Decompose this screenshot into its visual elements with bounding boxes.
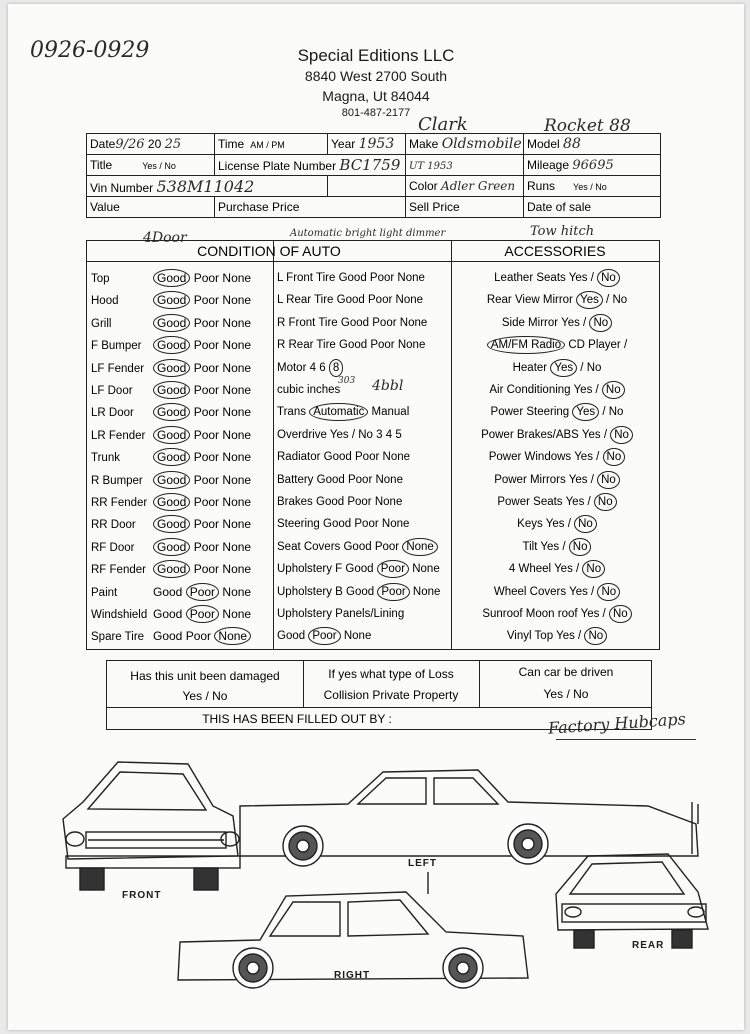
condition-option[interactable]: Yes / No (329, 428, 373, 441)
condition-item-label: RF Door (91, 541, 135, 554)
condition-row (277, 625, 449, 647)
loss-question: If yes what type of Loss (328, 667, 454, 681)
no-option[interactable]: No (574, 515, 597, 533)
condition-item-label: LF Fender (91, 362, 145, 375)
accessory-row: Power Steering Yes / No (455, 401, 659, 423)
loss-options[interactable]: Collision Private Property (323, 688, 459, 702)
none-option[interactable]: None (222, 450, 252, 465)
condition-row (91, 446, 271, 468)
condition-option[interactable]: Poor (355, 451, 380, 464)
accessory-row: AM/FM Radio CD Player / (455, 334, 659, 356)
accessory-row: Power Mirrors Yes / No (455, 469, 659, 491)
no-option[interactable]: No (608, 406, 624, 419)
accessory-row: Keys Yes / No (455, 513, 659, 535)
handwritten-barrel: 4bbl (372, 378, 404, 394)
condition-option[interactable]: None (412, 585, 441, 598)
condition-option[interactable]: None (381, 518, 410, 531)
good-option[interactable]: Good (153, 515, 190, 533)
condition-item-label: L Rear Tire (277, 294, 334, 307)
accessory-row: Side Mirror Yes / No (455, 312, 659, 334)
poor-option[interactable]: Poor (185, 629, 212, 644)
year-cell[interactable]: Year 1953 (328, 134, 406, 155)
color-cell[interactable]: Color Adler Green (406, 176, 524, 197)
poor-option[interactable]: Poor (193, 472, 220, 487)
accessory-label: Power Brakes/ABS (481, 428, 579, 441)
none-option[interactable]: None (222, 495, 252, 509)
company-name: Special Editions LLC (297, 46, 455, 65)
accessory-label: Air Conditioning (489, 384, 571, 396)
good-option[interactable]: Good (153, 629, 183, 644)
condition-row (91, 379, 271, 401)
condition-item-label: cubic inches (277, 384, 341, 396)
divider (87, 261, 659, 262)
good-option[interactable]: Good (153, 493, 190, 511)
condition-row (277, 536, 449, 558)
condition-option[interactable]: 4 (309, 361, 317, 374)
none-option[interactable]: None (222, 539, 252, 554)
condition-item-label: Upholstery F (277, 563, 343, 576)
yes-option[interactable]: Yes (573, 384, 593, 396)
no-option[interactable]: No (594, 493, 617, 511)
good-option[interactable]: Good (153, 403, 190, 421)
condition-item-label: Overdrive (277, 428, 327, 441)
plate-note-cell: UT 1953 (406, 155, 524, 176)
condition-option[interactable]: Good (343, 540, 372, 553)
condition-title: CONDITION OF AUTO (197, 243, 341, 259)
condition-option[interactable]: 5 (395, 428, 402, 441)
form-page (8, 4, 744, 1030)
rear-label: REAR (632, 940, 665, 951)
condition-option[interactable]: None (399, 316, 428, 329)
plate-cell[interactable]: License Plate Number BC1759 (215, 155, 406, 176)
handwritten-footer-note: Factory Hubcaps (547, 709, 687, 738)
condition-option[interactable]: Poor (374, 540, 400, 553)
damaged-question: Has this unit been damaged (130, 669, 280, 683)
accessory-row: Power Brakes/ABS Yes / No (455, 424, 659, 446)
vehicle-info-table (86, 133, 661, 218)
condition-option[interactable]: Poor (370, 339, 395, 352)
none-option[interactable]: None (222, 271, 252, 285)
condition-option[interactable]: Poor (347, 473, 373, 486)
good-option[interactable]: Good (153, 448, 190, 466)
yes-option[interactable]: Yes (569, 585, 588, 598)
condition-row (91, 401, 271, 423)
vin-blank (328, 176, 406, 197)
yes-option[interactable]: Yes (565, 496, 585, 508)
condition-item-label: LR Fender (91, 429, 146, 442)
condition-item-label: Hood (91, 295, 119, 308)
condition-row (91, 558, 271, 580)
condition-item-label: Motor (277, 361, 307, 374)
accessory-label: Rear View Mirror (486, 294, 573, 307)
accessory-label: AM/FM Radio (487, 336, 565, 354)
none-option[interactable]: None (222, 338, 252, 353)
condition-row (277, 289, 449, 311)
none-option[interactable]: None (222, 315, 252, 330)
condition-row (91, 625, 271, 647)
condition-option[interactable]: Poor (354, 518, 379, 531)
accessory-label: Power Windows (488, 451, 572, 464)
left-label: LEFT (408, 858, 437, 869)
poor-option[interactable]: Poor (186, 583, 219, 601)
none-option[interactable]: None (222, 405, 252, 420)
none-option[interactable]: None (222, 517, 252, 532)
poor-option[interactable]: Poor (186, 605, 219, 623)
condition-item-label: LF Door (91, 385, 133, 397)
condition-option[interactable]: Good (346, 585, 375, 598)
yes-option[interactable]: Yes (576, 291, 603, 309)
good-option[interactable]: Good (153, 381, 190, 399)
divider (451, 241, 452, 649)
accessory-label: Heater (512, 361, 548, 374)
condition-option[interactable]: Good (336, 294, 365, 307)
none-option[interactable]: None (222, 293, 252, 308)
condition-item-label: Grill (91, 317, 112, 330)
no-option[interactable]: No (603, 448, 626, 466)
condition-row (91, 334, 271, 356)
condition-row (277, 379, 449, 401)
no-option[interactable]: No (584, 627, 607, 645)
poor-option[interactable]: Poor (193, 517, 220, 532)
no-option[interactable]: No (582, 560, 605, 578)
poor-option[interactable]: Poor (193, 338, 220, 353)
accessory-row: Power Seats Yes / No (455, 491, 659, 513)
condition-row (277, 603, 449, 625)
yes-option[interactable]: Yes (550, 359, 577, 377)
handwritten-cubic: 303 (338, 376, 356, 386)
no-option[interactable]: No (602, 381, 625, 399)
accessory-label: Keys (517, 518, 543, 531)
handwritten-tow-hitch: Tow hitch (530, 224, 595, 239)
yes-option[interactable]: Yes (554, 563, 573, 576)
condition-item-label: RR Fender (91, 497, 148, 509)
damaged-options[interactable]: Yes / No (182, 689, 228, 703)
left-view-car (240, 770, 698, 866)
none-option[interactable]: None (222, 562, 252, 577)
accessory-label: Wheel Covers (493, 585, 567, 598)
car-damage-diagram (8, 744, 744, 1030)
handwritten-doc-number: 0926-0929 (30, 38, 150, 63)
accessory-label: Power Steering (490, 406, 570, 419)
condition-row (277, 446, 449, 468)
no-option[interactable]: No (610, 426, 633, 444)
model-cell[interactable]: Model 88 (524, 134, 661, 155)
yes-option[interactable]: Yes (545, 518, 565, 531)
condition-item-label: Top (91, 273, 110, 285)
handwritten-buyer: Clark (418, 114, 468, 135)
condition-option[interactable]: Good (345, 563, 374, 576)
condition-row (91, 513, 271, 535)
make-cell[interactable]: Make Oldsmobile (406, 134, 524, 155)
date-cell[interactable]: Date9/26 20 25 (87, 134, 215, 155)
condition-option[interactable]: None (395, 294, 424, 307)
poor-option[interactable]: Poor (193, 495, 220, 509)
condition-item-label: Windshield (91, 609, 148, 621)
condition-option[interactable]: 3 4 (376, 428, 393, 441)
condition-option[interactable]: None (397, 339, 426, 352)
condition-item-label: Paint (91, 586, 118, 599)
accessory-label: Side Mirror (501, 316, 559, 329)
condition-item-label: Spare Tire (91, 631, 145, 644)
none-option[interactable]: None (222, 383, 252, 397)
condition-item-label: Battery (277, 473, 314, 486)
no-option[interactable]: No (586, 361, 602, 374)
accessory-row: 4 Wheel Yes / No (455, 558, 659, 580)
condition-row (91, 357, 271, 379)
condition-row (91, 312, 271, 334)
condition-option[interactable]: None (402, 538, 438, 556)
good-option[interactable]: Good (153, 336, 190, 354)
condition-row (91, 603, 271, 625)
handwritten-dimmer: Automatic bright light dimmer (290, 228, 446, 239)
condition-option[interactable]: None (343, 630, 372, 643)
poor-option[interactable]: Poor (193, 427, 220, 442)
poor-option[interactable]: Poor (193, 562, 220, 577)
good-option[interactable]: Good (153, 471, 190, 489)
condition-option[interactable]: Poor (347, 496, 372, 508)
rear-view-car (556, 802, 708, 948)
condition-item-label: Upholstery B (277, 585, 343, 598)
none-option[interactable]: None (222, 427, 252, 442)
divider (273, 241, 274, 649)
condition-item-label: L Front Tire (277, 272, 336, 284)
good-option[interactable]: Good (153, 607, 183, 621)
good-option[interactable]: Good (153, 269, 190, 287)
good-option[interactable]: Good (153, 560, 190, 578)
condition-option[interactable]: Poor (372, 316, 397, 329)
condition-row (91, 469, 271, 491)
no-option[interactable]: No (589, 314, 612, 332)
condition-option[interactable]: Good (340, 316, 370, 329)
condition-item-label: LR Door (91, 407, 134, 420)
accessory-row: Sunroof Moon roof Yes / No (455, 603, 659, 625)
condition-option[interactable]: Good (316, 496, 345, 508)
time-cell[interactable]: Time AM / PM (215, 134, 328, 155)
good-option[interactable]: Good (153, 584, 183, 599)
condition-option[interactable]: Good (323, 518, 352, 531)
condition-row (277, 357, 449, 379)
accessory-row: Leather Seats Yes / No (455, 267, 659, 289)
accessory-row: Air Conditioning Yes / No (455, 379, 659, 401)
none-option[interactable]: None (222, 472, 252, 487)
accessory-row: Rear View Mirror Yes / No (455, 289, 659, 311)
poor-option[interactable]: Poor (193, 293, 220, 308)
condition-row (91, 536, 271, 558)
yes-option[interactable]: Yes (568, 473, 588, 486)
no-option[interactable]: No (597, 471, 620, 489)
condition-item-label: R Bumper (91, 474, 143, 487)
good-option[interactable]: Good (153, 538, 190, 556)
condition-item-label: Seat Covers (277, 540, 341, 553)
yes-option[interactable]: Yes (568, 272, 588, 284)
good-option[interactable]: Good (153, 291, 190, 309)
condition-row (277, 513, 449, 535)
condition-row (91, 424, 271, 446)
vin-cell[interactable]: Vin Number 538M11042 (87, 176, 328, 197)
condition-item-label: R Front Tire (277, 316, 338, 329)
poor-option[interactable]: Poor (193, 450, 220, 465)
poor-option[interactable]: Poor (193, 271, 220, 285)
condition-option[interactable]: Poor (368, 294, 393, 307)
mileage-cell[interactable]: Mileage 96695 (524, 155, 661, 176)
condition-row (277, 312, 449, 334)
condition-row (277, 558, 449, 580)
good-option[interactable]: Good (153, 426, 190, 444)
condition-option[interactable]: Poor (308, 627, 340, 645)
yes-option[interactable]: Yes (574, 451, 593, 464)
title-cell[interactable]: Title Yes / No (87, 155, 215, 176)
condition-option[interactable]: Good (323, 451, 352, 464)
condition-option[interactable]: Poor (377, 583, 409, 601)
yes-option[interactable]: Yes (580, 608, 600, 620)
condition-option[interactable]: 6 (319, 361, 326, 374)
condition-item-label: Brakes (277, 496, 313, 508)
condition-option[interactable]: Good (316, 473, 345, 486)
sell-cell[interactable]: Sell Price (406, 197, 524, 218)
poor-option[interactable]: Poor (193, 383, 220, 397)
filled-out-by[interactable]: THIS HAS BEEN FILLED OUT BY : (202, 712, 392, 726)
accessory-row: Vinyl Top Yes / No (455, 625, 659, 647)
condition-option[interactable]: Poor (377, 560, 409, 578)
front-label: FRONT (122, 890, 162, 901)
accessory-row: Power Windows Yes / No (455, 446, 659, 468)
condition-option[interactable]: None (382, 451, 411, 464)
company-phone: 801-487-2177 (341, 107, 411, 119)
condition-option[interactable]: Good (338, 272, 367, 284)
condition-option[interactable]: None (397, 272, 425, 284)
none-option[interactable]: None (222, 607, 252, 621)
accessory-row: Tilt Yes / No (455, 536, 659, 558)
condition-row (277, 334, 449, 356)
condition-item-label: Upholstery Panels/Lining (277, 608, 405, 620)
accessory-label: Power Seats (497, 496, 563, 508)
accessory-row: Wheel Covers Yes / No (455, 581, 659, 603)
condition-option[interactable]: 8 (329, 359, 343, 377)
condition-item-label: F Bumper (91, 340, 142, 353)
yes-option[interactable]: Yes (581, 428, 601, 441)
condition-option[interactable]: Good (277, 630, 306, 643)
condition-row (91, 289, 271, 311)
handwritten-model-note: Rocket 88 (544, 116, 631, 136)
value-cell[interactable]: Value (87, 197, 215, 218)
no-option[interactable]: No (597, 583, 620, 601)
poor-option[interactable]: Poor (193, 405, 220, 420)
condition-row (277, 491, 449, 513)
condition-option[interactable]: None (375, 473, 403, 486)
company-address-1: 8840 West 2700 South (304, 68, 448, 84)
yes-option[interactable]: Yes (540, 540, 560, 553)
condition-item-label: Trans (277, 406, 306, 419)
accessory-label: Power Mirrors (494, 473, 566, 486)
condition-item-label: Radiator (277, 451, 321, 464)
poor-option[interactable]: Poor (193, 315, 220, 330)
accessory-label: Tilt (522, 540, 538, 553)
no-option[interactable]: No (609, 605, 632, 623)
condition-item-label: RR Door (91, 519, 136, 532)
front-view-car (63, 762, 240, 890)
condition-row (91, 491, 271, 513)
right-label: RIGHT (334, 970, 371, 981)
condition-row (277, 469, 449, 491)
condition-item-label: Trunk (91, 452, 120, 465)
none-option[interactable]: None (222, 584, 252, 599)
handwritten-four-door: 4Door (143, 230, 187, 246)
driven-options[interactable]: Yes / No (543, 687, 589, 701)
no-option[interactable]: No (612, 294, 628, 307)
runs-cell[interactable]: Runs Yes / No (524, 176, 661, 197)
condition-option[interactable]: Good (339, 339, 368, 352)
good-option[interactable]: Good (153, 359, 190, 377)
condition-item-label: RF Fender (91, 564, 146, 577)
condition-row (277, 581, 449, 603)
condition-option[interactable]: Manual (371, 406, 410, 419)
condition-item-label: R Rear Tire (277, 339, 336, 352)
purchase-cell[interactable]: Purchase Price (215, 197, 406, 218)
driven-question: Can car be driven (518, 665, 614, 679)
company-address-2: Magna, Ut 84044 (322, 88, 430, 104)
yes-option[interactable]: Yes (561, 316, 580, 329)
accessory-label: Vinyl Top (506, 630, 554, 643)
condition-option[interactable]: None (412, 563, 440, 576)
good-option[interactable]: Good (153, 314, 190, 332)
condition-option[interactable]: None (374, 496, 403, 508)
yes-option[interactable]: Yes (572, 403, 599, 421)
condition-row (91, 581, 271, 603)
accessories-title: ACCESSORIES (504, 243, 606, 259)
yes-option[interactable]: CD Player (568, 339, 621, 352)
condition-row (277, 424, 449, 446)
poor-option[interactable]: Poor (193, 360, 220, 375)
condition-option[interactable]: Automatic (309, 403, 368, 421)
footer-underline (556, 739, 696, 740)
accessory-label: 4 Wheel (508, 563, 552, 576)
sale-date-cell[interactable]: Date of sale (524, 197, 661, 218)
condition-row (277, 267, 449, 289)
accessory-label: Sunroof Moon roof (482, 608, 578, 620)
accessory-row: Heater Yes / No (455, 357, 659, 379)
condition-row (91, 267, 271, 289)
none-option[interactable]: None (214, 627, 251, 645)
none-option[interactable]: None (222, 360, 252, 375)
condition-section (86, 240, 660, 650)
accessory-label: Leather Seats (494, 272, 566, 284)
divider (107, 707, 651, 708)
condition-option[interactable]: Poor (369, 272, 395, 284)
yes-option[interactable]: Yes (556, 630, 575, 643)
no-option[interactable]: No (597, 269, 620, 287)
condition-item-label: Steering (277, 518, 320, 531)
poor-option[interactable]: Poor (193, 539, 220, 554)
condition-row (277, 401, 449, 423)
no-option[interactable]: No (569, 538, 592, 556)
